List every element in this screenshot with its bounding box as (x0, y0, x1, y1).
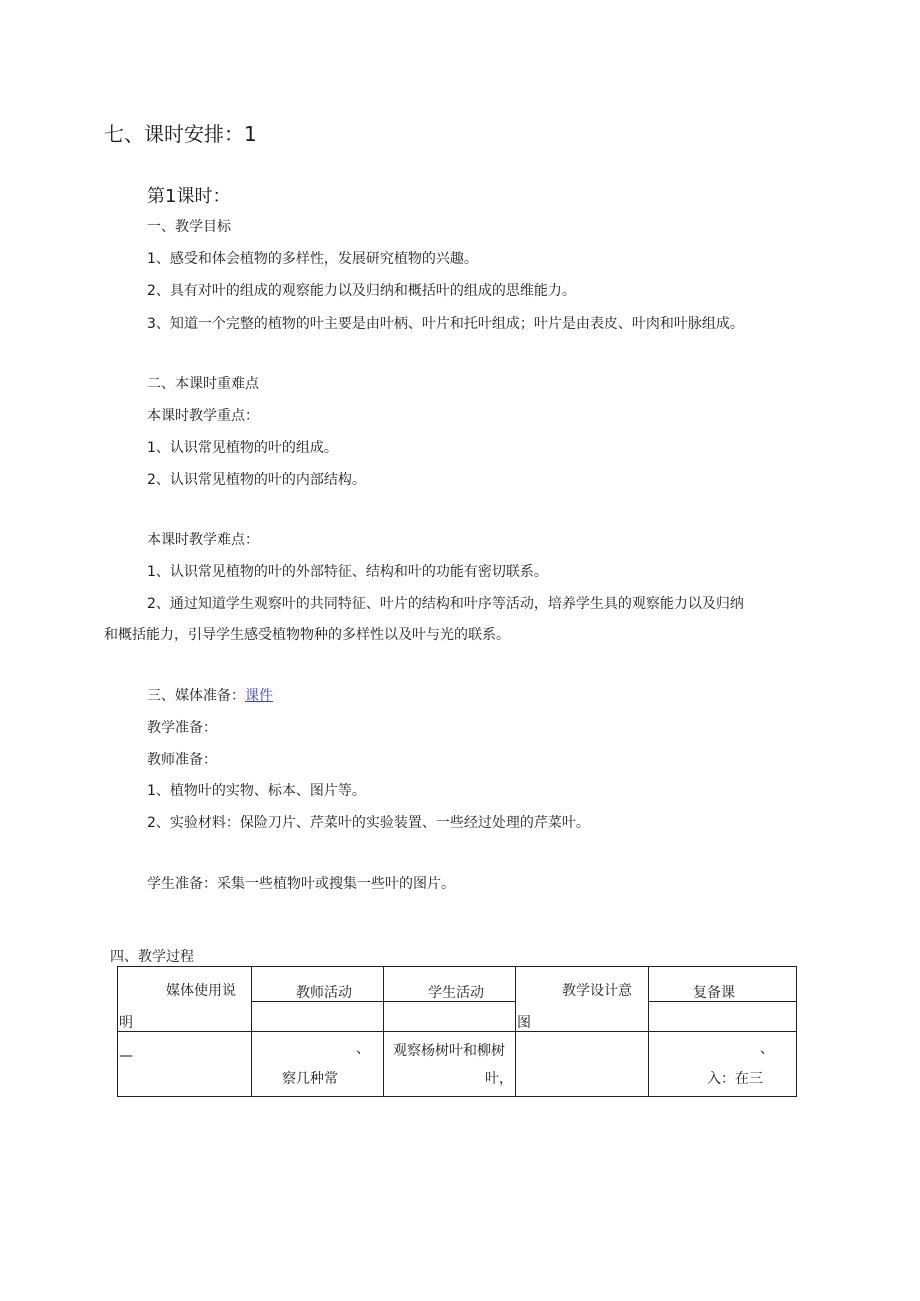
row-review-text-2: 入：在三 (707, 1071, 763, 1087)
process-heading: 四、教学过程 (110, 949, 194, 965)
header-teacher-sub (252, 1002, 384, 1032)
difficulty-item: 1、认识常见植物的叶的外部特征、结构和叶的功能有密切联系。 (147, 564, 548, 580)
process-table (117, 966, 797, 1097)
lesson-title: 第1课时： (147, 186, 231, 207)
header-review (649, 967, 797, 1002)
row-student (384, 1032, 516, 1097)
row-teacher-text-2: 察几种常 (282, 1071, 338, 1087)
header-media-text-2: 明 (119, 1015, 133, 1031)
teacher-prep: 教师准备： (147, 752, 217, 768)
teaching-prep: 教学准备： (147, 720, 217, 736)
header-review-sub (649, 1002, 797, 1032)
header-media-text: 媒体使用说 (166, 983, 236, 999)
section-title: 七、课时安排：1 (104, 122, 257, 146)
media-heading-text: 三、媒体准备： (147, 688, 245, 704)
header-teacher (252, 967, 384, 1002)
row-student-text: 观察杨树叶和柳树 (393, 1043, 505, 1059)
table-row (118, 1032, 797, 1097)
header-student-text: 学生活动 (428, 985, 484, 1001)
header-design-text: 教学设计意 (562, 983, 632, 999)
row-media (118, 1032, 252, 1097)
key-item: 2、认识常见植物的叶的内部结构。 (147, 472, 366, 488)
row-teacher-text: 、 (356, 1041, 370, 1057)
teacher-prep-item: 2、实验材料：保险刀片、芹菜叶的实验装置、一些经过处理的芹菜叶。 (147, 815, 590, 831)
key-item: 1、认识常见植物的叶的组成。 (147, 440, 338, 456)
header-design (516, 967, 649, 1032)
student-prep: 学生准备：采集一些植物叶或搜集一些叶的图片。 (147, 876, 455, 892)
difficulty-item: 2、通过知道学生观察叶的共同特征、叶片的结构和叶序等活动，培养学生具的观察能力以及归纳 (147, 596, 744, 612)
table-header-row (118, 967, 797, 1002)
header-media (118, 967, 252, 1032)
goal-item: 1、感受和体会植物的多样性，发展研究植物的兴趣。 (147, 251, 478, 267)
goal-item: 2、具有对叶的组成的观察能力以及归纳和概括叶的组成的思维能力。 (147, 283, 576, 299)
key-heading: 本课时教学重点： (147, 408, 259, 424)
difficulty-item-continued: 和概括能力，引导学生感受植物物种的多样性以及叶与光的联系。 (104, 627, 510, 643)
header-teacher-text: 教师活动 (296, 985, 352, 1001)
header-design-text-2: 图 (517, 1015, 531, 1031)
header-review-text: 复备课 (693, 985, 735, 1001)
row-media-text: — (119, 1048, 133, 1064)
header-student-sub (384, 1002, 516, 1032)
keypoints-heading: 二、本课时重难点 (147, 376, 259, 392)
goal-item: 3、知道一个完整的植物的叶主要是由叶柄、叶片和托叶组成；叶片是由表皮、叶肉和叶脉组成。 (147, 316, 744, 332)
row-design (516, 1032, 649, 1097)
difficulty-heading: 本课时教学难点： (147, 532, 259, 548)
row-teacher (252, 1032, 384, 1097)
row-student-text-2: 叶， (485, 1071, 513, 1087)
row-review-text: 、 (760, 1041, 774, 1057)
goals-heading: 一、教学目标 (147, 219, 231, 235)
teacher-prep-item: 1、植物叶的实物、标本、图片等。 (147, 783, 366, 799)
courseware-link[interactable]: 课件 (245, 688, 273, 704)
media-heading (147, 685, 273, 705)
row-review (649, 1032, 797, 1097)
header-student (384, 967, 516, 1002)
